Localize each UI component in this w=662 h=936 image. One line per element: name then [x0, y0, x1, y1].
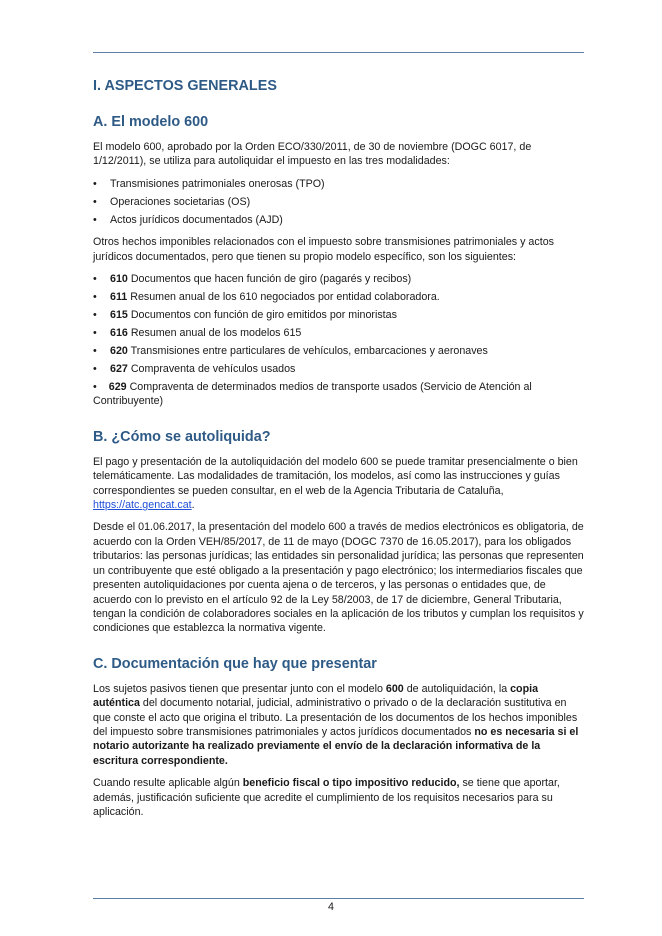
heading-c: C. Documentación que hay que presentar: [93, 655, 377, 672]
model-desc: Resumen anual de los 610 negociados por entidad colaboradora.: [127, 291, 440, 304]
page-content: [93, 76, 584, 827]
list-item: [93, 344, 584, 358]
paragraph-a-otros: Otros hechos imponibles relacionados con el impuesto sobre transmisiones patrimoniales y actos jurídicos documentados, pero que tienen su propio modelo específico, son los siguientes:: [93, 236, 554, 263]
list-item: [93, 290, 584, 304]
heading-b: B. ¿Cómo se autoliquida?: [93, 428, 271, 445]
list-item: [93, 308, 584, 322]
list-item: • Actos jurídicos documentados (AJD): [93, 213, 584, 227]
list-item: [93, 362, 584, 376]
list-item: • Transmisiones patrimoniales onerosas (TPO): [93, 177, 584, 191]
section-title: I. ASPECTOS GENERALES: [93, 78, 277, 94]
paragraph-a-intro: El modelo 600, aprobado por la Orden ECO/330/2011, de 30 de noviembre (DOGC 6017, de 1/12/2011), se utiliza para autoliquidar el impuesto en las tres modalidades:: [93, 141, 532, 168]
model-code: 629: [108, 381, 127, 394]
model-code: 616: [110, 327, 128, 340]
list-item: [93, 380, 584, 409]
list-item: [93, 272, 584, 286]
model-desc: Documentos que hacen función de giro (pagarés y recibos): [127, 273, 412, 286]
list-item: • Operaciones societarias (OS): [93, 195, 584, 209]
model-code: 611: [110, 291, 128, 304]
modelos-list: [93, 272, 584, 409]
model-desc: Compraventa de determinados medios de transporte usados (Servicio de Atención al Contribuyente): [93, 381, 532, 408]
model-desc: Transmisiones entre particulares de vehículos, embarcaciones y aeronaves: [127, 345, 488, 358]
model-code: 627: [110, 363, 128, 376]
paragraph-b-2: Desde el 01.06.2017, la presentación del modelo 600 a través de medios electrónicos es obligatoria, de acuerdo con la Orden VEH/85/2017, de 11 de mayo (DOGC 7370 de 16.05.2017), para los obligados tributarios: las personas jurídicas; las entidades sin personalidad jurídica; las personas que representen un contribuyente que esté obligado a la presentación y pago electrónico; los intermediarios fiscales que presenten autoliquidaciones por cuenta ajena o de terceros, y las personas o entidades que, de acuerdo con lo previsto en el artículo 92 de la Ley 58/2003, de 17 de diciembre, General Tributaria, tengan la condición de colaboradores sociales en la aplicación de los tributos y cumplan los requisitos y condiciones que establezca la normativa vigente.: [93, 521, 584, 635]
model-desc: Compraventa de vehículos usados: [127, 363, 296, 376]
paragraph-c-1: Los sujetos pasivos tienen que presentar junto con el modelo 600 de autoliquidación, la copia auténtica del documento notarial, judicial, administrativo o privado o de la declaración sustitutiva en que conste el acto que origina el tributo. La presentación de los documentos de los hechos imponibles del impuesto sobre transmisiones patrimoniales y actos jurídicos documentados no es necesaria si el notario autorizante ha realizado previamente el envío de la declaración informativa de la escritura correspondiente.: [93, 682, 579, 767]
model-code: 615: [110, 309, 128, 322]
paragraph-b-1: El pago y presentación de la autoliquidación del modelo 600 se puede tramitar presencialmente o bien telemáticamente. Las modalidades de tramitación, los modelos, así como las instrucciones y guías correspondientes se pueden consultar, en el web de la Agencia Tributaria de Cataluña, https://atc.gencat.cat.: [93, 455, 578, 512]
footer-rule: [93, 898, 584, 899]
header-rule: [93, 52, 584, 53]
list-item: [93, 326, 584, 340]
model-code: 620: [110, 345, 128, 358]
model-desc: Documentos con función de giro emitidos por minoristas: [127, 309, 397, 322]
model-desc: Resumen anual de los modelos 615: [127, 327, 302, 340]
heading-a: A. El modelo 600: [93, 114, 209, 130]
modalidades-list: [93, 177, 584, 227]
page-number: 4: [328, 901, 334, 913]
paragraph-c-2: Cuando resulte aplicable algún beneficio fiscal o tipo impositivo reducido, se tiene que aportar, además, justificación suficiente que acredite el cumplimiento de los requisitos necesarios para su aplicación.: [93, 777, 560, 818]
atc-link[interactable]: https://atc.gencat.cat: [93, 499, 192, 512]
model-code: 610: [110, 273, 128, 286]
